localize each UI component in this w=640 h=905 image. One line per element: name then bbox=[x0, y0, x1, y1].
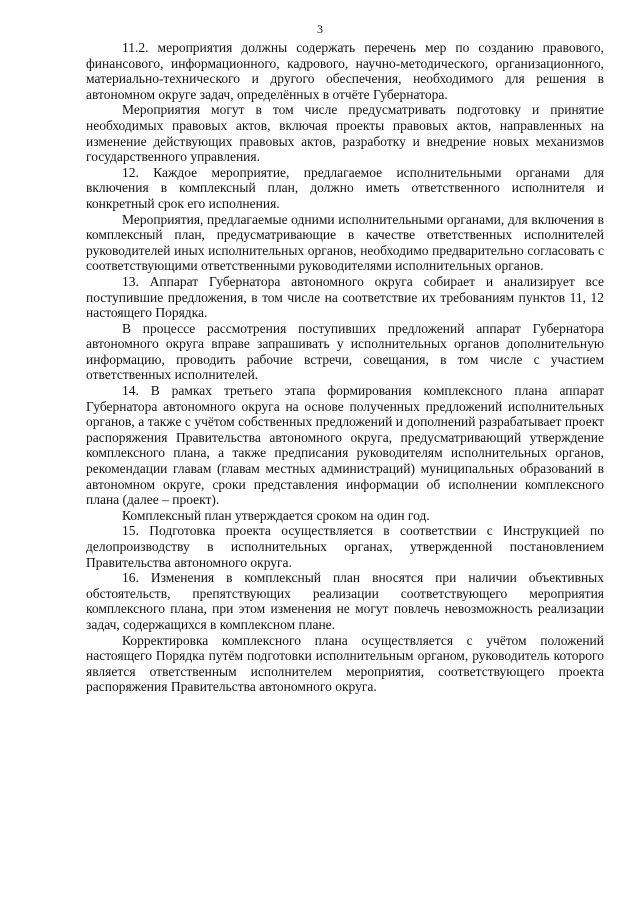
paragraph-15: 15. Подготовка проекта осуществляется в соответствии с Инструкцией по делопроизводству в исполнительных органах, утвержденной постановлением Правительства автономного округа. bbox=[86, 523, 604, 570]
paragraph-measures-acts: Мероприятия могут в том числе предусматривать подготовку и принятие необходимых правовых актов, включая проекты правовых актов, направленных на изменение действующих правовых актов, разработку и внедрение новых механизмов государственного управления. bbox=[86, 102, 604, 165]
paragraph-plan-correction: Корректировка комплексного плана осуществляется с учётом положений настоящего Порядка путём подготовки исполнительным органом, руководитель которого является ответственным исполнителем мероприятия, соответствующего проекта распоряжения Правительства автономного округа. bbox=[86, 632, 604, 695]
document-body bbox=[86, 40, 604, 695]
paragraph-11-2: 11.2. мероприятия должны содержать перечень мер по созданию правового, финансового, информационного, кадрового, научно-методического, организационного, материально-технического и другого обеспечения, необходимого для решения в автономном округе задач, определённых в отчёте Губернатора. bbox=[86, 40, 604, 102]
paragraph-16: 16. Изменения в комплексный план вносятся при наличии объективных обстоятельств, препятствующих реализации соответствующего мероприятия комплексного плана, при этом изменения не могут повлечь невозможность реализации задач, содержащихся в комплексном плане. bbox=[86, 570, 604, 632]
paragraph-plan-term: Комплексный план утверждается сроком на один год. bbox=[122, 507, 430, 523]
paragraph-measures-agreement: Мероприятия, предлагаемые одними исполнительными органами, для включения в комплексный план, предусматривающие в качестве ответственных исполнителей руководителей иных исполнительных органов, необходимо предварительно согласовать с соответствующими ответственными руководителями исполнительных органов. bbox=[86, 211, 604, 274]
paragraph-13: 13. Аппарат Губернатора автономного округа собирает и анализирует все поступившие предложения, в том числе на соответствие их требованиям пунктов 11, 12 настоящего Порядка. bbox=[86, 273, 604, 321]
paragraph-review-process: В процессе рассмотрения поступивших предложений аппарат Губернатора автономного округа вправе запрашивать у исполнительных органов дополнительную информацию, проводить рабочие встречи, совещания, в том числе с участием ответственных исполнителей. bbox=[86, 320, 604, 383]
page-number: 3 bbox=[317, 22, 323, 36]
paragraph-14: 14. В рамках третьего этапа формирования комплексного плана аппарат Губернатора автономного округа на основе полученных предложений исполнительных органов, а также с учётом собственных предложений и дополнений разрабатывает проект распоряжения Правительства автономного округа, предусматривающий утверждение комплексного плана, а также предписания руководителям исполнительных органов, рекомендации главам (главам местных администраций) муниципальных образований в автономном округе, сроки представления информации об исполнении комплексного плана (далее – проект). bbox=[86, 383, 604, 508]
paragraph-12: 12. Каждое мероприятие, предлагаемое исполнительными органами для включения в комплексный план, должно иметь ответственного исполнителя и конкретный срок его исполнения. bbox=[86, 164, 604, 211]
